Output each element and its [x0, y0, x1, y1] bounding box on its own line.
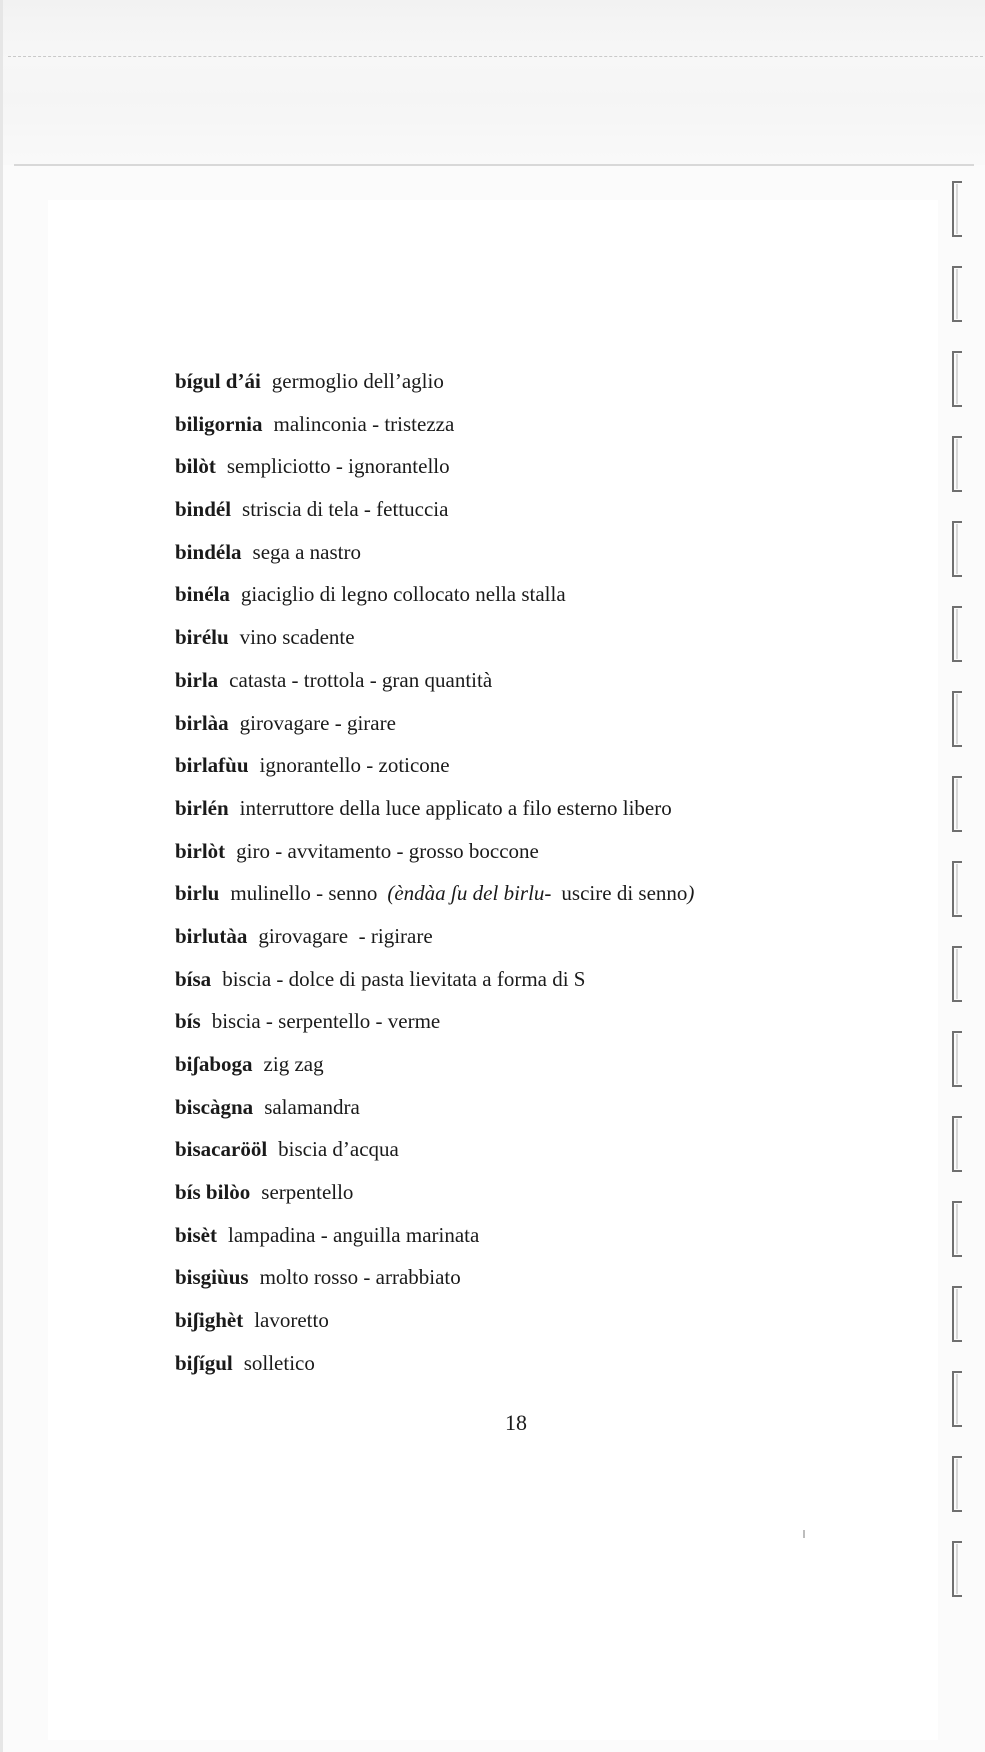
- entry-term: bís: [175, 1009, 201, 1034]
- page-number: 18: [505, 1410, 527, 1435]
- entry-term: bindél: [175, 497, 232, 522]
- dictionary-entry: [175, 702, 875, 745]
- dictionary-entry: [175, 872, 875, 915]
- entry-term: bilòt: [175, 454, 216, 479]
- dictionary-entry: [175, 1086, 875, 1129]
- entry-definition: malinconia - tristezza: [273, 411, 455, 436]
- binder-ring-mark: [948, 1200, 968, 1258]
- scan-speck: [803, 1530, 805, 1538]
- entry-term: birlàa: [175, 710, 229, 735]
- entry-definition: striscia di tela - fettuccia: [242, 497, 449, 522]
- entry-term: bís bilòo: [175, 1180, 251, 1205]
- binder-ring-mark: [948, 265, 968, 323]
- binder-ring-mark: [948, 860, 968, 918]
- binder-ring-mark: [948, 1285, 968, 1343]
- scan-page-edge-line: [14, 164, 974, 166]
- entry-term: birlafùu: [175, 753, 249, 778]
- entry-term: biscàgna: [175, 1094, 254, 1119]
- entry-definition: ignorantello - zoticone: [259, 753, 450, 778]
- entry-term: bisgiùus: [175, 1265, 249, 1290]
- dictionary-entry: [175, 616, 875, 659]
- dictionary-entry: [175, 531, 875, 574]
- binder-ring-mark: [948, 1030, 968, 1088]
- entry-term: bígul d’ái: [175, 369, 261, 393]
- entry-definition: biscia - dolce di pasta lievitata a forma di S: [222, 966, 586, 991]
- dictionary-entry: [175, 744, 875, 787]
- dictionary-entry: [175, 360, 875, 403]
- entry-definition: sempliciotto - ignorantello: [226, 454, 450, 479]
- scan-left-edge: [0, 0, 3, 1752]
- dictionary-entry: [175, 1214, 875, 1257]
- dictionary-entry: [175, 1256, 875, 1299]
- dictionary-entry: [175, 573, 875, 616]
- entry-term: birlu: [175, 881, 220, 906]
- entry-term: binéla: [175, 582, 230, 607]
- binder-ring-mark: [948, 605, 968, 663]
- entry-term: bisacarööl: [175, 1137, 268, 1162]
- entry-definition: salamandra: [264, 1094, 360, 1119]
- entry-definition: giro - avvitamento - grosso boccone: [236, 838, 539, 863]
- binder-ring-mark: [948, 1455, 968, 1513]
- binder-ring-mark: [948, 945, 968, 1003]
- binder-ring-mark: [948, 435, 968, 493]
- dictionary-entry: [175, 659, 875, 702]
- entry-term: biʃaboga: [175, 1052, 253, 1076]
- binder-ring-mark: [948, 1115, 968, 1173]
- entry-definition: germoglio dell’aglio: [271, 369, 444, 393]
- dictionary-entry: [175, 830, 875, 873]
- binder-ring-mark: [948, 1370, 968, 1428]
- entry-term: bísa: [175, 966, 212, 991]
- dictionary-entry: [175, 445, 875, 488]
- binder-ring-mark: [948, 520, 968, 578]
- dictionary-entry: [175, 488, 875, 531]
- entry-term: biʃígul: [175, 1350, 233, 1375]
- dictionary-entry: [175, 403, 875, 446]
- dictionary-entry: [175, 1128, 875, 1171]
- dictionary-entry: [175, 958, 875, 1001]
- entry-example: (èndàa ʃu del birlu-: [387, 881, 552, 906]
- entry-definition: molto rosso - arrabbiato: [259, 1265, 461, 1290]
- entry-definition: catasta - trottola - gran quantità: [229, 667, 493, 692]
- entry-definition: solletico: [243, 1350, 315, 1375]
- entry-definition: lavoretto: [254, 1308, 329, 1333]
- scan-header-band: [0, 0, 985, 165]
- entry-term: birlutàa: [175, 923, 248, 948]
- entry-term: birla: [175, 667, 219, 692]
- entry-definition: interruttore della luce applicato a filo esterno libero: [239, 795, 672, 820]
- dictionary-entry-list: [175, 360, 875, 1385]
- entry-definition: sega a nastro: [252, 539, 361, 564]
- entry-example-close: ): [687, 881, 695, 906]
- binder-ring-mark: [948, 1540, 968, 1598]
- dictionary-entry: [175, 787, 875, 830]
- entry-definition: biscia - serpentello - verme: [211, 1009, 441, 1034]
- dictionary-entry: [175, 915, 875, 958]
- entry-definition: serpentello: [261, 1180, 354, 1205]
- dictionary-entry: [175, 1000, 875, 1043]
- entry-definition: girovagare - rigirare: [258, 923, 433, 948]
- binder-ring-mark: [948, 350, 968, 408]
- entry-definition: vino scadente: [239, 625, 355, 650]
- scan-dashed-line: [8, 56, 983, 57]
- entry-term: bisèt: [175, 1222, 217, 1247]
- entry-term: birlén: [175, 795, 229, 820]
- entry-definition: zig zag: [263, 1052, 324, 1076]
- binder-ring-mark: [948, 690, 968, 748]
- entry-term: birlòt: [175, 838, 226, 863]
- entry-term: birélu: [175, 625, 229, 650]
- entry-term: biʃighèt: [175, 1308, 244, 1333]
- dictionary-entry: [175, 1299, 875, 1342]
- entry-definition: mulinello - senno: [230, 881, 378, 906]
- dictionary-entry: [175, 1342, 875, 1385]
- entry-definition: girovagare - girare: [239, 710, 396, 735]
- entry-definition: giaciglio di legno collocato nella stalla: [240, 582, 566, 607]
- dictionary-entry: [175, 1171, 875, 1214]
- binder-ring-mark: [948, 775, 968, 833]
- entry-term: biligornia: [175, 411, 263, 436]
- binder-ring-mark: [948, 180, 968, 238]
- entry-definition: lampadina - anguilla marinata: [228, 1222, 480, 1247]
- dictionary-entry: [175, 1043, 875, 1086]
- entry-definition: biscia d’acqua: [278, 1137, 399, 1162]
- entry-example-gloss: uscire di senno: [561, 881, 688, 906]
- entry-term: bindéla: [175, 539, 242, 564]
